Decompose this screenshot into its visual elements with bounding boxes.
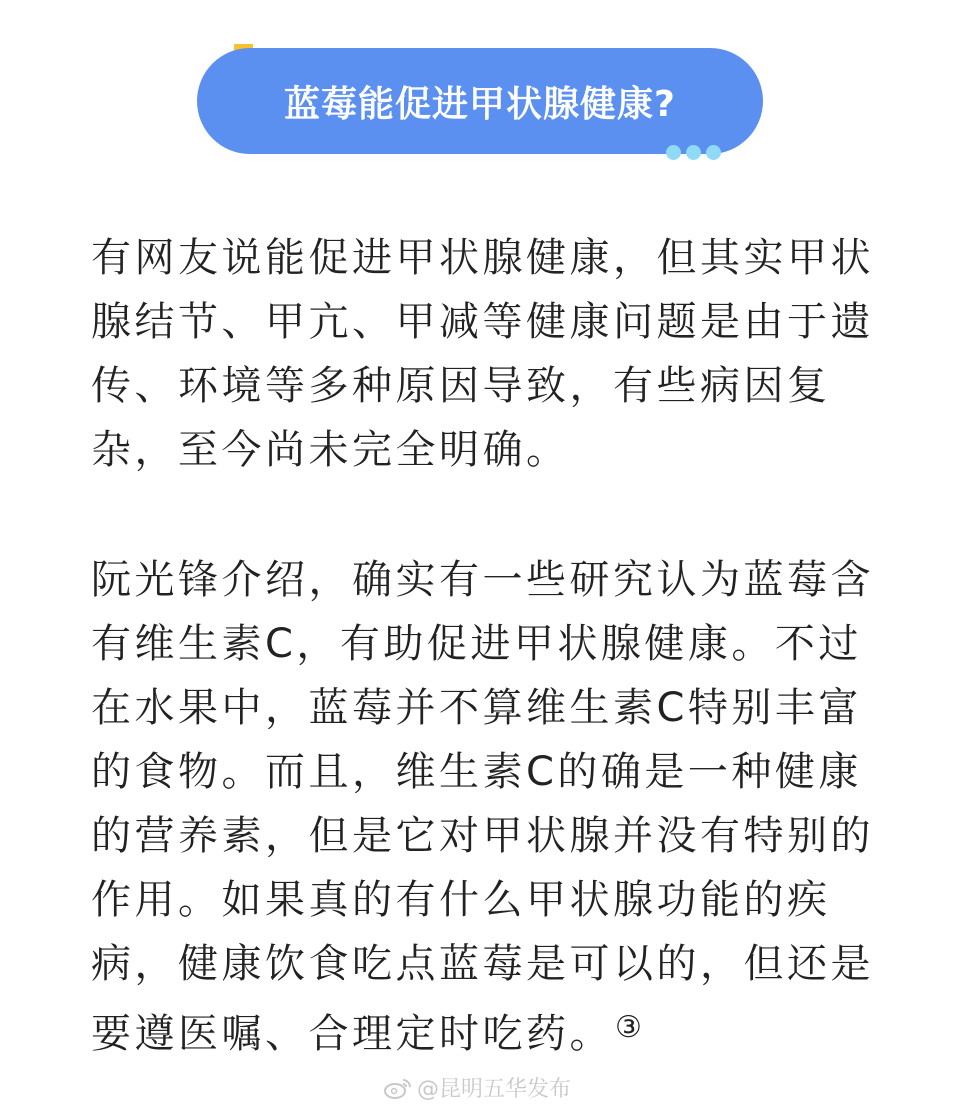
text-line: 杂，至今尚未完全明确。	[91, 427, 570, 473]
text-line: 腺结节、甲亢、甲减等健康问题是由于遗	[91, 299, 874, 345]
text-line: 作用。如果真的有什么甲状腺功能的疾	[91, 877, 831, 923]
decorative-dot	[686, 145, 701, 160]
text-line-content: 要遵医嘱、合理定时吃药。	[91, 1011, 613, 1057]
text-line: 传、环境等多种原因导致，有些病因复	[91, 363, 831, 409]
text-line: 有维生素C，有助促进甲状腺健康。不过	[91, 621, 862, 667]
text-line-last	[91, 996, 891, 1060]
title-banner	[197, 48, 763, 154]
paragraph-1	[91, 226, 891, 482]
reference-marker: ③	[615, 1010, 646, 1045]
decorative-dot	[666, 145, 681, 160]
text-line: 阮光锋介绍，确实有一些研究认为蓝莓含	[91, 557, 874, 603]
decorative-dot	[706, 145, 721, 160]
weibo-icon	[383, 1076, 413, 1100]
text-line: 病，健康饮食吃点蓝莓是可以的，但还是	[91, 941, 874, 987]
watermark-text: @昆明五华发布	[417, 1077, 572, 1102]
decorative-dots	[666, 145, 721, 160]
paragraph-2	[91, 548, 891, 1060]
page-title: 蓝莓能促进甲状腺健康?	[284, 83, 676, 125]
text-line: 有网友说能促进甲状腺健康，但其实甲状	[91, 235, 874, 281]
watermark	[383, 1072, 571, 1103]
text-line: 的食物。而且，维生素C的确是一种健康	[91, 749, 862, 795]
text-line: 的营养素，但是它对甲状腺并没有特别的	[91, 813, 874, 859]
text-line: 在水果中，蓝莓并不算维生素C特别丰富	[91, 685, 862, 731]
